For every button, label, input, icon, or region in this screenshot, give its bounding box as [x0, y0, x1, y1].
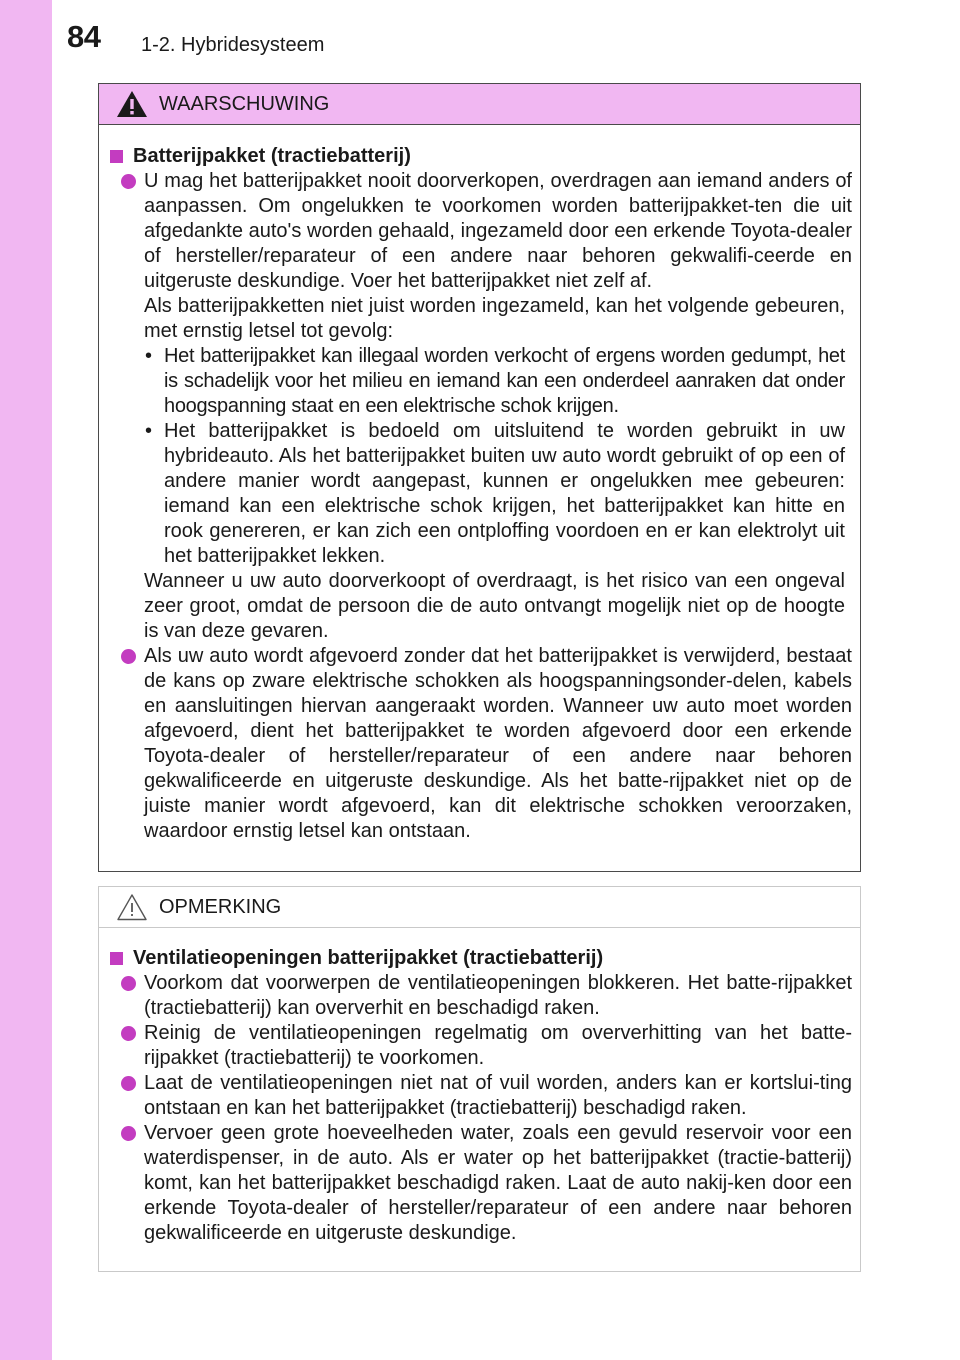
sub-list-item-text: Het batterijpakket is bedoeld om uitsluitend te worden gebruikt in uw hybrideauto. Als het batterijpakket buiten uw auto wordt gebruikt of op een of andere manier wordt aangepast, kunnen er ongelukken mee gebeuren: iemand kan een elektrische schok krijgen, het batterijpakket kan hitte en rook genereren, er kan zich een ontploffing voordoen en er kan elektrolyt uit het batterijpakket lekken. [164, 420, 845, 567]
list-item [99, 1121, 860, 1246]
warning-body [99, 144, 860, 844]
warning-triangle-icon [115, 89, 149, 119]
note-body [99, 946, 860, 1246]
note-box [98, 886, 861, 1272]
circle-bullet-icon [121, 1076, 136, 1091]
circle-bullet-icon [121, 1026, 136, 1041]
list-item [99, 169, 860, 294]
sub-list-item-text: Het batterijpakket kan illegaal worden verkocht of ergens worden gedumpt, het is schadelijk voor het milieu en iemand kan een onderdeel aanraken dat onder hoogspanning staat en een elektrische schok krijgen. [164, 345, 845, 417]
list-item [99, 1021, 860, 1071]
note-heading [99, 946, 860, 971]
paragraph: Als batterijpakketten niet juist worden ingezameld, kan het volgende gebeuren, met ernstig letsel tot gevolg: [144, 295, 845, 342]
warning-heading [99, 144, 860, 169]
page-number: 84 [67, 19, 101, 54]
circle-bullet-icon [121, 174, 136, 189]
list-item [99, 644, 860, 844]
list-item [99, 1071, 860, 1121]
warning-box [98, 83, 861, 872]
square-bullet-icon [110, 952, 123, 965]
warning-header [99, 84, 860, 125]
list-item-text: Als uw auto wordt afgevoerd zonder dat het batterijpakket is verwijderd, bestaat de kans op zware elektrische schokken als hoogspanningsonder-delen, kabels en aansluitingen hiervan aangeraakt worden. Wanneer uw auto moet worden afgevoerd, dient het batterijpakket te worden afgevoerd door een erkende Toyota-dealer of hersteller/reparateur of een andere naar behoren gekwalificeerde en uitgeruste deskundige. Als het batte-rijpakket niet op de juiste manier wordt afgevoerd, kan dit elektrische schokken veroorzaken, waardoor ernstig letsel kan ontstaan. [144, 645, 852, 842]
sub-list-item [99, 344, 860, 419]
bullet-icon: • [145, 345, 153, 367]
caution-triangle-outline-icon [115, 892, 149, 922]
note-heading-text: Ventilatieopeningen batterijpakket (tractiebatterij) [133, 947, 604, 969]
circle-bullet-icon [121, 976, 136, 991]
note-label: OPMERKING [159, 896, 282, 918]
list-item-text: U mag het batterijpakket nooit doorverkopen, overdragen aan iemand anders of aanpassen. Om ongelukken te voorkomen worden batterijpakket-ten die uit afgedankte auto's worden gehaald, ingezameld door een erkende Toyota-dealer of hersteller/reparateur of een andere naar behoren gekwalifi-ceerde en uitgeruste deskundige. Voer het batterijpakket niet zelf af. [144, 170, 852, 292]
list-item-text: Voorkom dat voorwerpen de ventilatieopeningen blokkeren. Het batte-rijpakket (tractiebatterij) kan oververhit en beschadigd raken. [144, 972, 852, 1019]
sub-list-item [99, 419, 860, 569]
warning-label: WAARSCHUWING [159, 93, 330, 115]
section-title: 1-2. Hybridesysteem [141, 34, 325, 56]
list-item-text: Laat de ventilatieopeningen niet nat of vuil worden, anders kan er kortslui-ting ontstaan en kan het batterijpakket (tractiebatterij) beschadigd raken. [144, 1072, 852, 1119]
circle-bullet-icon [121, 1126, 136, 1141]
note-header [99, 887, 860, 928]
circle-bullet-icon [121, 649, 136, 664]
section-color-strip [0, 0, 52, 1360]
list-item-text: Vervoer geen grote hoeveelheden water, zoals een gevuld reservoir voor een waterdispenser, in de auto. Als er water op het batterijpakket (tractie-batterij) komt, kan het batterijpakket beschadigd raken. Laat de auto nakij-ken door een erkende Toyota-dealer of hersteller/reparateur of een andere naar behoren gekwalificeerde en uitgeruste deskundige. [144, 1122, 852, 1244]
square-bullet-icon [110, 150, 123, 163]
warning-heading-text: Batterijpakket (tractiebatterij) [133, 145, 411, 167]
list-item-text: Reinig de ventilatieopeningen regelmatig om oververhitting van het batte-rijpakket (tractiebatterij) te voorkomen. [144, 1022, 852, 1069]
paragraph: Wanneer u uw auto doorverkoopt of overdraagt, is het risico van een ongeval zeer groot, omdat de persoon die de auto ontvangt mogelijk niet op de hoogte is van deze gevaren. [144, 570, 845, 642]
list-item [99, 971, 860, 1021]
bullet-icon: • [145, 420, 153, 442]
